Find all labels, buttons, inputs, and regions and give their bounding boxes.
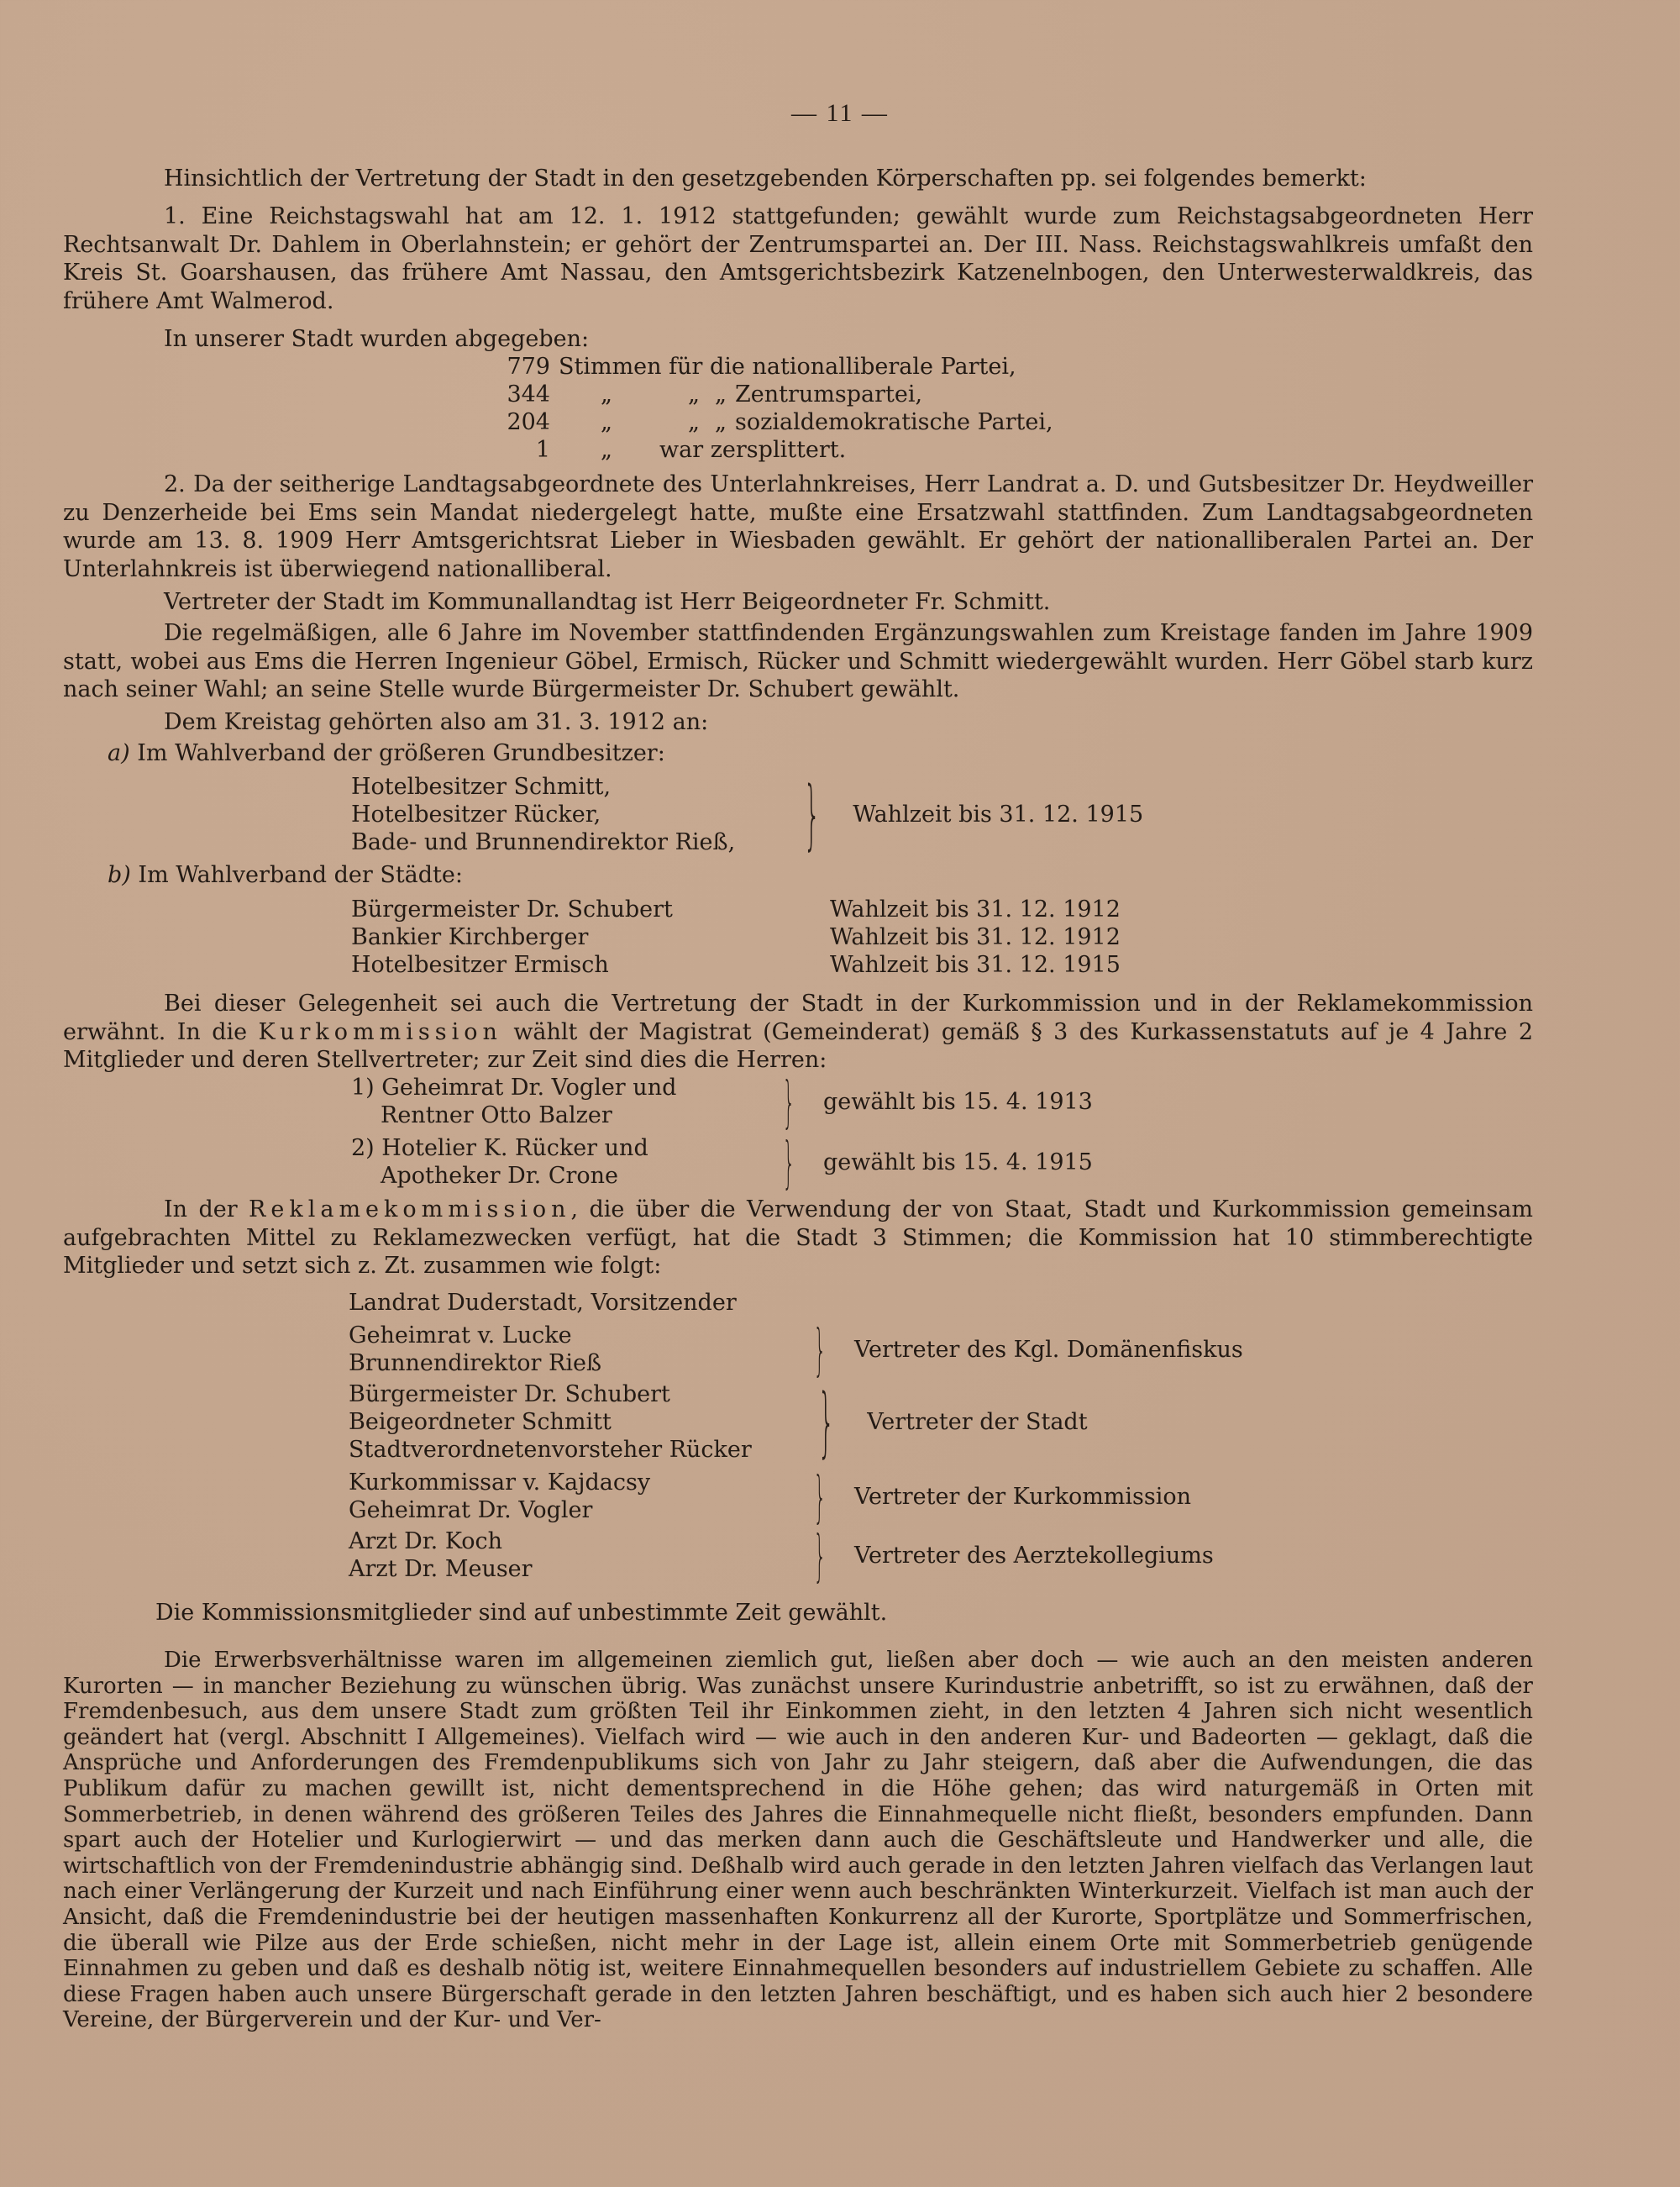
reklame-outro: Die Kommissionsmitglieder sind auf unbestimmte Zeit gewählt. [155, 1600, 888, 1626]
member-row [351, 896, 1121, 923]
brace-icon: } [803, 770, 821, 859]
votes-intro: In unserer Stadt wurden abgegeben: [164, 326, 590, 352]
member: Apotheker Dr. Crone [381, 1163, 619, 1189]
member: Bade- und Brunnendirektor Rieß, [351, 829, 736, 855]
term: gewählt bis 15. 4. 1913 [823, 1088, 1093, 1115]
member: 2) Hotelier K. Rücker und [351, 1135, 648, 1161]
member: Stadtverordnetenvorsteher Rücker [349, 1437, 752, 1463]
ditto-marks [559, 436, 659, 464]
reklame-group [349, 1464, 1192, 1529]
member: Hotelbesitzer Schmitt, [351, 774, 612, 800]
member-list [351, 1134, 771, 1190]
member: Rentner Otto Balzer [381, 1102, 612, 1128]
brace-icon: } [813, 1464, 827, 1529]
ditto-mark: „ [601, 409, 612, 435]
vote-count: 779 [507, 354, 550, 380]
vote-row [500, 436, 1053, 464]
ditto-mark: „ [688, 409, 700, 435]
section-label: a) [108, 740, 130, 766]
vote-text: sozialdemokratische Partei, [735, 409, 1053, 435]
ditto-marks [559, 381, 735, 408]
vote-text: Stimmen für die nationalliberale Partei, [559, 354, 1016, 380]
member-list [349, 1469, 802, 1524]
emphasized-term: Reklamekommission [249, 1196, 571, 1222]
member-name: Bürgermeister Dr. Schubert [351, 896, 673, 923]
kreistag-intro: Dem Kreistag gehörten also am 31. 3. 1912 an: [164, 709, 709, 735]
paragraph-landtag: 2. Da der seitherige Landtagsabgeordnete des Unterlahnkreises, Herr Landrat a. D. und Gutsbesitzer Dr. Heydweiller zu Denzerheide bei Ems sein Mandat niedergelegt hatte, mußte eine Ersatzwahl stattfinden. Zum Landtagsabgeordneten wurde am 13. 8. 1909 Herr Amtsgerichtsrat Lieber in Wiesbaden gewählt. Er gehört der nationalliberalen Partei an. Der Unterlahnkreis ist überwiegend nationalliberal. [63, 471, 1533, 582]
paragraph-kreistag: Die regelmäßigen, alle 6 Jahre im November stattfindenden Ergänzungswahlen zum Kreistage fanden im Jahre 1909 statt, wobei aus Ems die Herren Ingenieur Göbel, Ermisch, Rücker und Schmitt wiedergewählt wurden. Herr Göbel starb kurz nach seiner Wahl; an seine Stelle wurde Bürgermeister Dr. Schubert gewählt. [63, 620, 1533, 702]
member: Geheimrat Dr. Vogler [349, 1497, 593, 1523]
section-label: b) [108, 862, 131, 888]
intro-text: Hinsichtlich der Vertretung der Stadt in den gesetzgebenden Körperschaften pp. sei folgendes bemerkt: [164, 166, 1367, 192]
brace-icon: } [782, 1069, 795, 1134]
paragraph-kommunallandtag: Vertreter der Stadt im Kommunallandtag ist Herr Beigeordneter Fr. Schmitt. [164, 589, 1051, 615]
paragraph-erwerbsverhaeltnisse: Die Erwerbsverhältnisse waren im allgemeinen ziemlich gut, ließen aber doch — wie auch an den meisten anderen Kurorten — in mancher Beziehung zu wünschen übrig. Was zunächst unsere Kurindustrie anbetrifft, so ist zu erwähnen, daß der Fremdenbesuch, aus dem unsere Stadt zum größten Teil ihr Einkommen zieht, in den letzten 4 Jahren sich nicht wesentlich geändert hat (vergl. Abschnitt I Allgemeines). Vielfach wird — wie auch in den anderen Kur- und Badeorten — geklagt, daß die Ansprüche und Anforderungen des Fremdenpublikums sich von Jahr zu Jahr steigern, daß aber die Aufwendungen, die das Publikum dafür zu machen gewillt ist, nicht dementsprechend in die Höhe gehen; das wird naturgemäß in Orten mit Sommerbetrieb, in denen während des größeren Teiles des Jahres die Einnahmequelle nicht fließt, besonders empfunden. Dann spart auch der Hotelier und Kurlogierwirt — und das merken dann auch die Geschäftsleute und Handwerker und alle, die wirtschaftlich von der Fremdenindustrie abhängig sind. Deßhalb wird auch gerade in den letzten Jahren vielfach das Verlangen laut nach einer Verlängerung der Kurzeit und nach Einführung einer wenn auch beschränkten Winterkurzeit. Vielfach ist man auch der Ansicht, daß die Fremdenindustrie bei der heutigen massenhaften Konkurrenz all der Kurorte, Sportplätze und Sommerfrischen, die überall wie Pilze aus der Erde schießen, nicht mehr in der Lage ist, allein einem Orte mit Sommerbetrieb genügende Einnahmen zu geben und daß es deshalb nötig ist, weitere Einnahmequellen besonders auf industriellem Gebiete zu schaffen. Alle diese Fragen haben auch unsere Bürgerschaft gerade in den letzten Jahren beschäftigt, und es haben sich auch hier 2 besondere Vereine, der Bürgerverein und der Kur- und Ver- [63, 1648, 1533, 2033]
vote-row [500, 381, 1053, 408]
ditto-mark: „ [601, 437, 612, 463]
section-title: Im Wahlverband der Städte: [138, 862, 463, 888]
member: Beigeordneter Schmitt [349, 1409, 612, 1435]
member: Arzt Dr. Meuser [349, 1556, 533, 1582]
kurkommission-group [351, 1129, 1093, 1195]
vote-text: Zentrumspartei, [735, 381, 923, 407]
member-name: Hotelbesitzer Ermisch [351, 952, 609, 978]
vote-count: 204 [507, 409, 550, 435]
reklame-group [349, 1317, 1243, 1382]
role: Vertreter der Kurkommission [854, 1483, 1192, 1510]
member-row [351, 923, 1121, 951]
member: Hotelbesitzer Rücker, [351, 802, 601, 828]
paragraph-reichstagswahl: 1. Eine Reichstagswahl hat am 12. 1. 1912 stattgefunden; gewählt wurde zum Reichstagsabgeordneten Herr Rechtsanwalt Dr. Dahlem in Oberlahnstein; er gehört der Zentrumspartei an. Der III. Nass. Reichstagswahlkreis umfaßt den Kreis St. Goarshausen, das frühere Amt Nassau, den Amtsgerichtsbezirk Katzenelnbogen, den Unterwesterwaldkreis, das frühere Amt Walmerod. [63, 203, 1533, 314]
page-number: — 11 — [791, 99, 889, 127]
section-b-heading [108, 861, 1578, 889]
ditto-mark: „ [601, 381, 612, 407]
text: , die über die Verwendung der von Staat, Stadt und Kurkommission gemeinsam aufgebrachten Mittel zu Reklamezwecken verfügt, hat die Stadt 3 Stimmen; die Kommission hat 10 stimmberechtigte Mitglieder und setzt sich z. Zt. zusammen wie folgt: [63, 1196, 1533, 1279]
kurkommission-group [351, 1069, 1093, 1134]
vote-count: 1 [535, 437, 550, 463]
member-list [351, 773, 788, 856]
vote-row [500, 408, 1053, 436]
member: Geheimrat v. Lucke [349, 1322, 572, 1348]
brace-icon: } [782, 1129, 795, 1195]
member-name: Bankier Kirchberger [351, 924, 589, 950]
member: Arzt Dr. Koch [349, 1528, 503, 1554]
vote-text: war zersplittert. [659, 437, 847, 463]
member: 1) Geheimrat Dr. Vogler und [351, 1075, 677, 1101]
member-list [349, 1322, 802, 1377]
member: Bürgermeister Dr. Schubert [349, 1381, 670, 1407]
member-row [351, 951, 1121, 979]
vote-row [500, 353, 1053, 381]
member-list [349, 1380, 802, 1464]
reklame-group [349, 1522, 1214, 1588]
ditto-mark: „ [715, 409, 727, 435]
reklame-chair: Landrat Duderstadt, Vorsitzender [349, 1290, 737, 1316]
term: Wahlzeit bis 31. 12. 1912 [830, 924, 1121, 950]
vote-count: 344 [507, 381, 550, 407]
text: wählt der Magistrat (Gemeinderat) gemäß § 3 des Kurkassenstatuts auf je 4 Jahre 2 Mitglieder und deren Stellvertreter; zur Zeit sind dies die Herren: [63, 1018, 1533, 1073]
role: Vertreter des Aerztekollegiums [854, 1542, 1214, 1569]
member: Kurkommissar v. Kajdacsy [349, 1469, 651, 1496]
term: gewählt bis 15. 4. 1915 [823, 1149, 1093, 1175]
term: Wahlzeit bis 31. 12. 1912 [830, 896, 1121, 923]
role: Vertreter des Kgl. Domänenfiskus [854, 1336, 1243, 1363]
votes-table [500, 353, 1053, 464]
term: Wahlzeit bis 31. 12. 1915 [830, 952, 1121, 978]
reklame-group [349, 1380, 1088, 1464]
text: Bei dieser Gelegenheit sei auch die Vertretung der Stadt in der Kurkommission und in der Reklamekommission erwähnt. In die [63, 991, 1533, 1045]
ditto-marks [559, 408, 735, 436]
emphasized-term: Kurkommission [258, 1018, 502, 1045]
section-a-group [351, 770, 1144, 859]
paragraph-reklamekommission [63, 1196, 1533, 1280]
paragraph-kurkommission [63, 990, 1533, 1075]
ditto-mark: „ [715, 381, 727, 407]
brace-icon: } [813, 1522, 827, 1588]
term: Wahlzeit bis 31. 12. 1915 [853, 802, 1144, 828]
ditto-mark: „ [688, 381, 700, 407]
role: Vertreter der Stadt [867, 1409, 1088, 1435]
text: In der [164, 1196, 238, 1222]
brace-icon: } [813, 1317, 827, 1382]
member-list [351, 1074, 771, 1129]
section-b-list [351, 896, 1121, 979]
brace-icon: } [817, 1378, 835, 1466]
member: Brunnendirektor Rieß [349, 1350, 602, 1376]
section-a-heading [108, 739, 1578, 767]
member-list [349, 1527, 802, 1583]
section-title: Im Wahlverband der größeren Grundbesitzer: [137, 740, 665, 766]
